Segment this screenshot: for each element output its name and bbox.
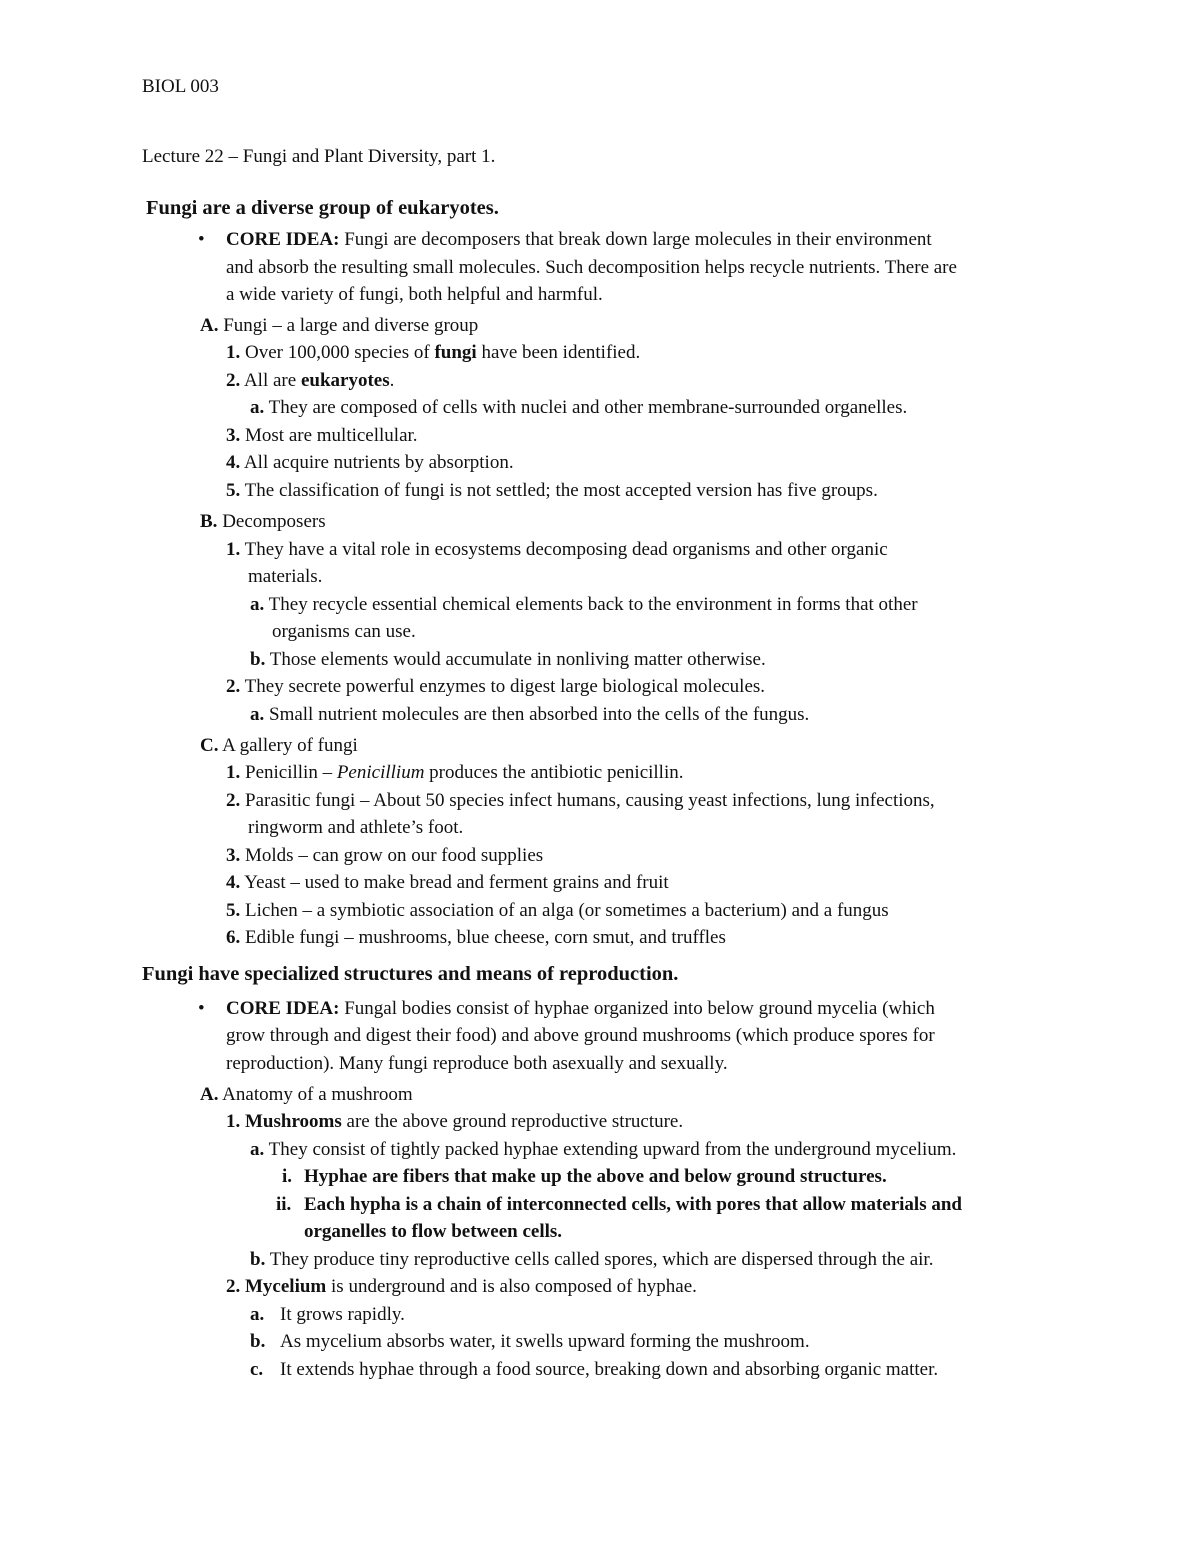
core-idea-label: CORE IDEA: bbox=[226, 229, 340, 250]
outline-item: 3. Molds – can grow on our food supplies bbox=[226, 845, 544, 866]
outline-item: It extends hyphae through a food source, breaking down and absorbing organic matter. bbox=[280, 1359, 939, 1380]
outline-item: As mycelium absorbs water, it swells upward forming the mushroom. bbox=[280, 1331, 810, 1352]
outline-marker: i. bbox=[282, 1166, 293, 1187]
outline-item: a. They recycle essential chemical elements back to the environment in forms that other bbox=[250, 594, 918, 615]
course-code: BIOL 003 bbox=[142, 76, 219, 97]
section-heading-1: Fungi are a diverse group of eukaryotes. bbox=[146, 197, 499, 219]
outline-item: A. Fungi – a large and diverse group bbox=[200, 315, 479, 336]
outline-item-continued: organisms can use. bbox=[272, 621, 416, 642]
outline-item: 6. Edible fungi – mushrooms, blue cheese, corn smut, and truffles bbox=[226, 927, 726, 948]
outline-marker: b. bbox=[250, 1331, 266, 1352]
core-idea-line: and absorb the resulting small molecules. Such decomposition helps recycle nutrients. There are bbox=[226, 257, 957, 278]
outline-marker: a. bbox=[250, 1304, 265, 1325]
outline-item: Each hypha is a chain of interconnected cells, with pores that allow materials and bbox=[304, 1194, 962, 1215]
outline-item: 1. Penicillin – Penicillium produces the antibiotic penicillin. bbox=[226, 762, 684, 783]
outline-item: 4. All acquire nutrients by absorption. bbox=[226, 452, 514, 473]
outline-item: 2. They secrete powerful enzymes to digest large biological molecules. bbox=[226, 676, 766, 697]
outline-item: 4. Yeast – used to make bread and ferment grains and fruit bbox=[226, 872, 669, 893]
outline-marker: ii. bbox=[276, 1194, 292, 1215]
core-idea-label: CORE IDEA: bbox=[226, 998, 340, 1019]
outline-item: 1. Mushrooms are the above ground reproductive structure. bbox=[226, 1111, 684, 1132]
outline-item: 2. Parasitic fungi – About 50 species infect humans, causing yeast infections, lung infections, bbox=[226, 790, 935, 811]
core-idea-line: reproduction). Many fungi reproduce both asexually and sexually. bbox=[226, 1053, 728, 1074]
bullet: • bbox=[198, 229, 205, 250]
core-idea-line: CORE IDEA: Fungal bodies consist of hyphae organized into below ground mycelia (which bbox=[226, 998, 935, 1019]
core-idea-line: CORE IDEA: Fungi are decomposers that break down large molecules in their environment bbox=[226, 229, 932, 250]
outline-item: 5. Lichen – a symbiotic association of an alga (or sometimes a bacterium) and a fungus bbox=[226, 900, 889, 921]
outline-item: b. Those elements would accumulate in nonliving matter otherwise. bbox=[250, 649, 766, 670]
outline-marker: c. bbox=[250, 1359, 264, 1380]
core-idea-line: a wide variety of fungi, both helpful and harmful. bbox=[226, 284, 603, 305]
outline-item: 1. Over 100,000 species of fungi have been identified. bbox=[226, 342, 641, 363]
lecture-title: Lecture 22 – Fungi and Plant Diversity, part 1. bbox=[142, 146, 496, 167]
outline-item: 1. They have a vital role in ecosystems decomposing dead organisms and other organic bbox=[226, 539, 888, 560]
outline-item: C. A gallery of fungi bbox=[200, 735, 358, 756]
outline-item: B. Decomposers bbox=[200, 511, 326, 532]
outline-item: a. They consist of tightly packed hyphae extending upward from the underground mycelium. bbox=[250, 1139, 957, 1160]
outline-item: a. Small nutrient molecules are then absorbed into the cells of the fungus. bbox=[250, 704, 810, 725]
outline-item: 2. Mycelium is underground and is also composed of hyphae. bbox=[226, 1276, 697, 1297]
outline-item: It grows rapidly. bbox=[280, 1304, 405, 1325]
outline-item: Hyphae are fibers that make up the above and below ground structures. bbox=[304, 1166, 887, 1187]
outline-item-continued: materials. bbox=[248, 566, 323, 587]
outline-item: 5. The classification of fungi is not settled; the most accepted version has five groups. bbox=[226, 480, 878, 501]
outline-item: 3. Most are multicellular. bbox=[226, 425, 418, 446]
bullet: • bbox=[198, 998, 205, 1019]
outline-item-continued: organelles to flow between cells. bbox=[304, 1221, 563, 1242]
outline-item: A. Anatomy of a mushroom bbox=[200, 1084, 413, 1105]
core-idea-line: grow through and digest their food) and above ground mushrooms (which produce spores for bbox=[226, 1025, 935, 1046]
outline-item-continued: ringworm and athlete’s foot. bbox=[248, 817, 464, 838]
outline-item: a. They are composed of cells with nuclei and other membrane-surrounded organelles. bbox=[250, 397, 908, 418]
outline-item: b. They produce tiny reproductive cells called spores, which are dispersed through the air. bbox=[250, 1249, 934, 1270]
outline-item: 2. All are eukaryotes. bbox=[226, 370, 395, 391]
section-heading-2: Fungi have specialized structures and means of reproduction. bbox=[142, 963, 679, 985]
